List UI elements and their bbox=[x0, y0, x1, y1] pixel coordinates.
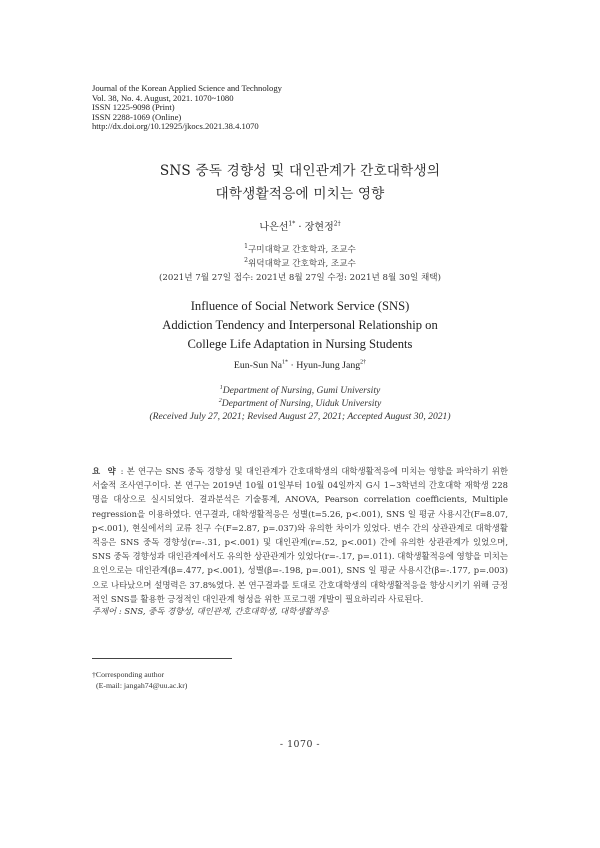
author-2-en: Hyun-Jung Jang bbox=[296, 360, 361, 371]
issn-print: ISSN 1225-9098 (Print) bbox=[92, 102, 175, 113]
doi-link[interactable]: http://dx.doi.org/10.12925/jkocs.2021.38.4.1070 bbox=[92, 121, 259, 132]
footnote-divider bbox=[92, 658, 232, 659]
journal-volume: Vol. 38, No. 4. August, 2021. 1070~1080 bbox=[92, 92, 234, 103]
authors-korean bbox=[60, 218, 540, 233]
issn-online: ISSN 2288-1069 (Online) bbox=[92, 111, 182, 122]
journal-header bbox=[92, 84, 282, 132]
journal-name: Journal of the Korean Applied Science and Technology bbox=[92, 83, 282, 93]
authors-english bbox=[60, 360, 540, 371]
dates-korean: (2021년 7월 27일 접수: 2021년 8월 27일 수정: 2021년 8월 30일 채택) bbox=[159, 273, 441, 283]
author-1-en: Eun-Sun Na bbox=[233, 360, 283, 371]
author-separator: · bbox=[295, 222, 305, 233]
author-1-ko: 나은선 bbox=[259, 222, 289, 233]
corresponding-author: †Corresponding author bbox=[92, 670, 165, 679]
dates-english: (Received July 27, 2021; Revised August 27, 2021; Accepted August 30, 2021) bbox=[149, 411, 451, 422]
affiliation-1-ko: $^1$구미대학교 간호학과, 조교수 bbox=[244, 243, 356, 255]
title-english-line-1: Influence of Social Network Service (SNS) bbox=[190, 299, 410, 313]
author-2-en-sup: 2† bbox=[360, 359, 367, 366]
abstract bbox=[92, 464, 508, 606]
affiliation-1-en: $^1$Department of Nursing, Gumi University bbox=[219, 384, 381, 396]
page-number: - 1070 - bbox=[279, 739, 321, 750]
affiliations-english bbox=[60, 384, 540, 423]
footnote bbox=[92, 669, 187, 691]
affiliations-korean bbox=[60, 243, 540, 285]
abstract-text: : 본 연구는 SNS 중독 경향성 및 대인관계가 간호대학생의 대학생활적응에 미치는 영향을 파악하기 위한 서술적 조사연구이다. 본 연구는 2019년 10월 01일부터 10월 04일까지 G시 1~3학년의 간호대학 재학생 228명을 대상으로 실시되었다. 결과분석은 기술통계, ANOVA, Pearson correlation coefficients, Multiple regression을 이용하였다. 연구결과, 대학생활적응은 성별(t=5.26, p<.001), SNS 일 평균 사용시간(F=8.07, p<.001), 현실에서의 교류 친구 수(F=2.87, p=.037)와 유의한 차이가 있었다. 변수 간의 상관관계로 대학생활적응은 SNS 중독 경향성(r=-.31, p<.001) 및 대인관계(r=.52, p<.001) 간에 유의한 상관관계가 있었으며, SNS 중독 경향성과 대인관계에서도 유의한 상관관계가 있었다(r=-.17, p=.011). 대학생활적응에 영향을 미치는 요인으로는 대인관계(β=.477, p<.001), 성별(β=-.198, p=.001), SNS 일 평균 사용시간(β=-.177, p=.003)으로 나타났으며 설명력은 37.8%였다. 본 연구결과를 토대로 간호대학생의 대학생활적응을 향상시키기 위해 긍정적인 SNS를 활용한 긍정적인 대인관계 형성을 위한 프로그램 개발이 필요하리라 사료된다. bbox=[92, 466, 508, 604]
author-2-ko-sup: 2† bbox=[333, 220, 341, 228]
title-english-line-3: College Life Adaptation in Nursing Students bbox=[187, 337, 413, 351]
title-korean-line-1: SNS 중독 경향성 및 대인관계가 간호대학생의 bbox=[159, 163, 441, 179]
title-korean-line-2: 대학생활적응에 미치는 영향 bbox=[215, 186, 385, 202]
author-1-en-sup: 1* bbox=[282, 359, 289, 366]
author-2-ko: 장현정 bbox=[304, 222, 334, 233]
keywords: 주제어 : SNS, 중독 경향성, 대인관계, 간호대학생, 대학생활적응 bbox=[92, 606, 329, 616]
affiliation-2-en: $^2$Department of Nursing, Uiduk University bbox=[218, 397, 382, 409]
abstract-label: 요 약 bbox=[92, 466, 118, 476]
corresponding-email: (E-mail: jangah74@uu.ac.kr) bbox=[96, 681, 188, 690]
affiliation-2-ko: $^2$위덕대학교 간호학과, 조교수 bbox=[244, 257, 356, 269]
author-separator-en: · bbox=[288, 360, 297, 371]
title-korean bbox=[60, 160, 540, 206]
title-english-line-2: Addiction Tendency and Interpersonal Relationship on bbox=[162, 318, 438, 332]
title-english bbox=[60, 297, 540, 354]
author-1-ko-sup: 1* bbox=[288, 220, 296, 228]
